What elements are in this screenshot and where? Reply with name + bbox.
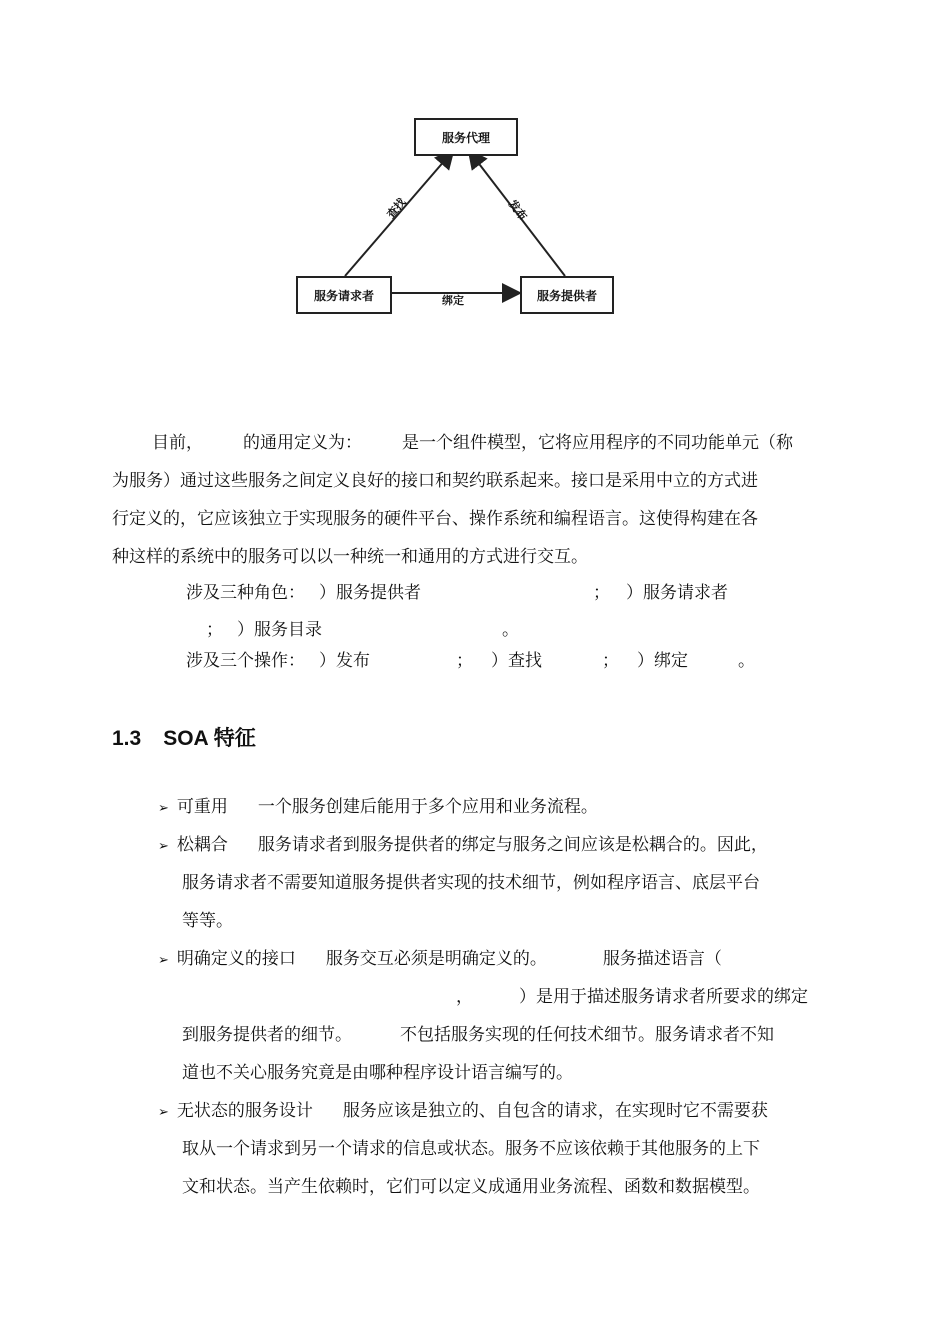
- operations-text: ）绑定: [637, 651, 688, 671]
- bullet-arrow-icon: ➢: [158, 1105, 169, 1120]
- roles-text: ）服务提供者: [319, 583, 421, 603]
- bullet-arrow-icon: ➢: [158, 839, 169, 854]
- operations-text: ）发布: [319, 651, 370, 671]
- bullet-title: 可重用: [176, 797, 228, 817]
- roles-text: ）服务目录: [237, 620, 322, 640]
- roles-text: 涉及三种角色：: [186, 583, 305, 603]
- bullet-text: 一个服务创建后能用于多个应用和业务流程。: [257, 797, 598, 817]
- intro-text: 是一个组件模型，它将应用程序的不同功能单元（称: [402, 433, 793, 453]
- operations-text: ）查找: [491, 651, 542, 671]
- bullet-stateless-design-line-3: 文和状态。当产生依赖时，它们可以定义成通用业务流程、函数和数据模型。: [182, 1177, 760, 1197]
- operations-line: [186, 643, 755, 679]
- bullet-title: 明确定义的接口: [176, 949, 296, 969]
- bullet-loose-coupling-line-2: 服务请求者不需要知道服务提供者实现的技术细节，例如程序语言、底层平台: [182, 873, 760, 893]
- bullet-reusable: [158, 789, 598, 827]
- intro-line-2: 为服务）通过这些服务之间定义良好的接口和契约联系起来。接口是采用中立的方式进: [112, 471, 758, 491]
- bullet-text: 服务交互必须是明确定义的。: [325, 949, 547, 969]
- publish-label: 发布: [505, 197, 530, 223]
- intro-text: 的通用定义为：: [243, 433, 362, 453]
- bullet-defined-interface-line-2: [456, 979, 808, 1015]
- operations-text: ；: [456, 651, 473, 671]
- bullet-text: 服务描述语言（: [602, 949, 722, 969]
- bullet-defined-interface-line-4: 道也不关心服务究竟是由哪种程序设计语言编写的。: [182, 1063, 573, 1083]
- intro-text: 目前，: [152, 433, 203, 453]
- bullet-arrow-icon: ➢: [158, 953, 169, 968]
- service-requester-box: [296, 276, 392, 314]
- service-provider-label: 服务提供者: [536, 288, 597, 303]
- bullet-text: 不包括服务实现的任何技术细节。服务请求者不知: [400, 1025, 774, 1045]
- bullet-loose-coupling: [158, 827, 768, 865]
- service-requester-label: 服务请求者: [313, 288, 374, 303]
- bullet-loose-coupling-line-3: 等等。: [182, 911, 233, 931]
- bullet-arrow-icon: ➢: [158, 801, 169, 816]
- service-broker-box: [414, 118, 518, 156]
- intro-line-4: 种这样的系统中的服务可以以一种统一和通用的方式进行交互。: [112, 547, 588, 567]
- service-broker-label: 服务代理: [441, 130, 490, 145]
- bullet-text: 服务应该是独立的、自包含的请求，在实现时它不需要获: [342, 1101, 768, 1121]
- bullet-text: 服务请求者到服务提供者的绑定与服务之间应该是松耦合的。因此，: [257, 835, 768, 855]
- bullet-defined-interface-line-3: [182, 1017, 774, 1053]
- bind-label: 绑定: [442, 294, 464, 307]
- roles-text: 。: [502, 620, 519, 640]
- section-number: 1.3: [112, 727, 142, 750]
- operations-text: 涉及三个操作：: [186, 651, 305, 671]
- service-provider-box: [520, 276, 614, 314]
- operations-text: ；: [602, 651, 619, 671]
- bullet-text: 到服务提供者的细节。: [182, 1025, 352, 1045]
- bullet-title: 无状态的服务设计: [176, 1101, 313, 1121]
- intro-line-1: [152, 425, 793, 461]
- intro-line-3: 行定义的，它应该独立于实现服务的硬件平台、操作系统和编程语言。这使得构建在各: [112, 509, 758, 529]
- bullet-stateless-design: [158, 1093, 768, 1131]
- bullet-text: ，: [456, 987, 473, 1007]
- roles-line-1: [186, 575, 728, 611]
- roles-text: ；: [206, 620, 223, 640]
- find-label: 查找: [384, 195, 409, 221]
- section-heading: [112, 722, 256, 752]
- section-title: SOA 特征: [163, 727, 256, 750]
- bullet-stateless-design-line-2: 取从一个请求到另一个请求的信息或状态。服务不应该依赖于其他服务的上下: [182, 1139, 760, 1159]
- roles-text: ；: [593, 583, 610, 603]
- bullet-defined-interface: [158, 941, 722, 979]
- soa-triangle-diagram: [290, 112, 620, 317]
- roles-text: ）服务请求者: [626, 583, 728, 603]
- bullet-text: ）是用于描述服务请求者所要求的绑定: [519, 987, 808, 1007]
- operations-text: 。: [738, 651, 755, 671]
- bullet-title: 松耦合: [176, 835, 228, 855]
